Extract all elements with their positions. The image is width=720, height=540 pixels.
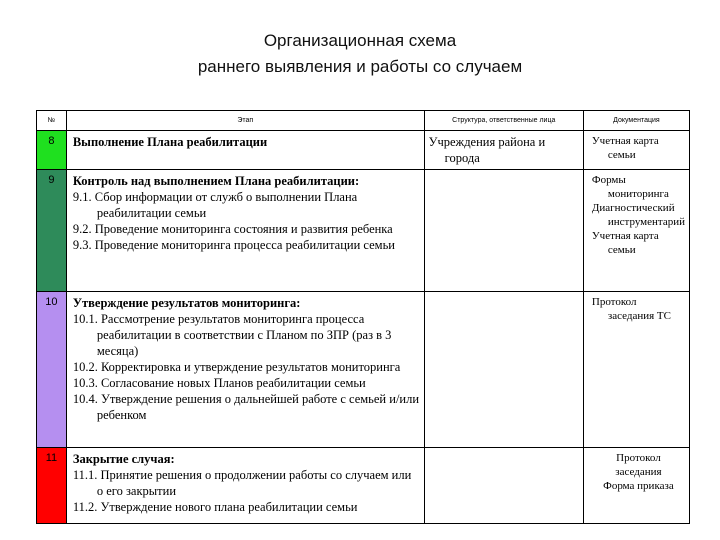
stage-item: 11.1. Принятие решения о продолжении работы со случаем или о его закрытии xyxy=(72,468,412,498)
header-docs: Документация xyxy=(583,111,689,131)
doc-item: Формы мониторинга xyxy=(591,174,669,200)
doc-item: Форма приказа xyxy=(603,480,674,492)
stage-title: Контроль над выполнением Плана реабилитации: xyxy=(72,174,360,188)
stage-title: Закрытие случая: xyxy=(72,452,175,466)
row-number: 8 xyxy=(37,131,67,170)
header-structure: Структура, ответственные лица xyxy=(424,111,583,131)
title-line-2: раннего выявления и работы со случаем xyxy=(197,57,523,76)
stage-item: 10.2. Корректировка и утверждение результатов мониторинга xyxy=(72,360,401,374)
structure-cell xyxy=(424,292,583,448)
title-line-1: Организационная схема xyxy=(263,31,457,50)
doc-item: Учетная карта семьи xyxy=(591,135,659,161)
docs-cell xyxy=(583,170,689,292)
structure-text: Учреждения района и города xyxy=(428,135,546,165)
stage-title: Утверждение результатов мониторинга: xyxy=(72,296,301,310)
row-number: 9 xyxy=(37,170,67,292)
structure-cell xyxy=(424,448,583,524)
table-row xyxy=(37,448,690,524)
docs-cell xyxy=(583,292,689,448)
stage-item: 9.3. Проведение мониторинга процесса реабилитации семьи xyxy=(72,238,395,252)
stage-cell xyxy=(66,292,424,448)
table-row xyxy=(37,131,690,170)
row-number: 11 xyxy=(37,448,67,524)
table-row xyxy=(37,292,690,448)
structure-cell xyxy=(424,131,583,170)
stage-cell xyxy=(66,131,424,170)
doc-item: Протокол заседания ТС xyxy=(591,296,671,322)
stage-item: 10.3. Согласование новых Планов реабилитации семьи xyxy=(72,376,366,390)
stage-item: 10.1. Рассмотрение результатов мониторинга процесса реабилитации в соответствии с Планом по ЗПР (раз в 3 месяца) xyxy=(72,312,392,358)
doc-item: Учетная карта семьи xyxy=(591,230,659,256)
doc-item: Диагностический инструментарий xyxy=(591,202,686,228)
row-number: 10 xyxy=(37,292,67,448)
scheme-table xyxy=(36,110,690,524)
stage-title: Выполнение Плана реабилитации xyxy=(72,135,268,149)
page-title xyxy=(0,28,720,80)
stage-cell xyxy=(66,170,424,292)
docs-cell xyxy=(583,448,689,524)
docs-cell xyxy=(583,131,689,170)
header-stage: Этап xyxy=(66,111,424,131)
stage-item: 9.2. Проведение мониторинга состояния и развития ребенка xyxy=(72,222,393,236)
doc-item: Протокол заседания xyxy=(615,452,662,478)
header-row xyxy=(37,111,690,131)
structure-cell xyxy=(424,170,583,292)
stage-cell xyxy=(66,448,424,524)
stage-item: 11.2. Утверждение нового плана реабилитации семьи xyxy=(72,500,358,514)
header-num: № xyxy=(37,111,67,131)
table-row xyxy=(37,170,690,292)
stage-item: 9.1. Сбор информации от служб о выполнении Плана реабилитации семьи xyxy=(72,190,358,220)
stage-item: 10.4. Утверждение решения о дальнейшей работе с семьей и/или ребенком xyxy=(72,392,420,422)
